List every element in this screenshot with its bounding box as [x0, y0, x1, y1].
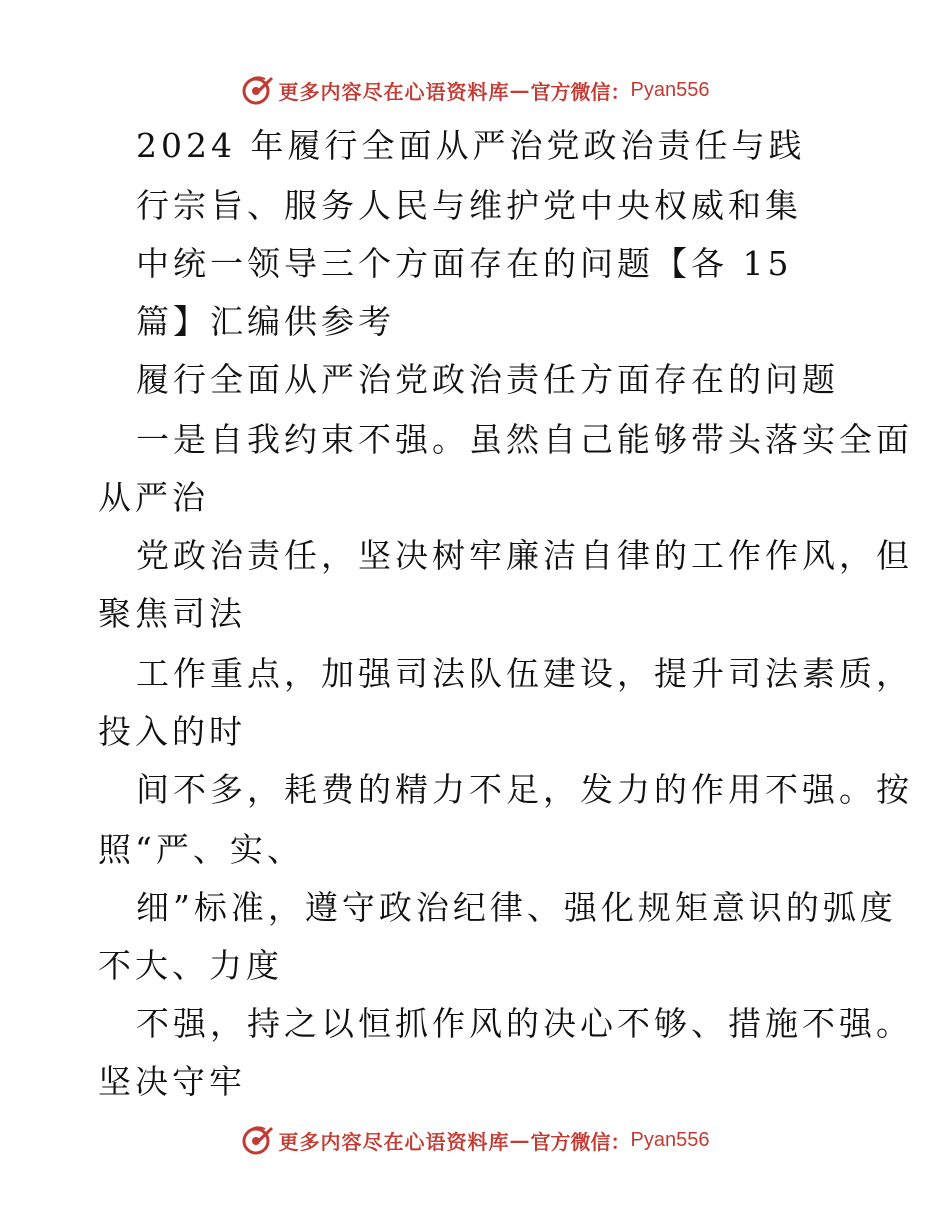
paragraph-line: 聚焦司法	[98, 594, 246, 633]
title-line-4: 篇】汇编供参考	[136, 302, 395, 341]
header-watermark-banner	[0, 70, 950, 110]
paragraph-line: 间不多，耗费的精力不足，发力的作用不强。按	[136, 770, 913, 809]
banner-wechat-label: 官方微信：	[530, 79, 631, 104]
paragraph-line: 党政治责任，坚决树牢廉洁自律的工作作风，但	[136, 536, 913, 575]
pen-logo-icon	[241, 73, 275, 107]
banner-brand-text: 更多内容尽在心语资料库	[278, 1129, 510, 1154]
paragraph-line: 照“严、实、	[98, 830, 304, 869]
banner-wechat-id: Pyan556	[630, 1128, 710, 1151]
title-line-1: 2024 年履行全面从严治党政治责任与践	[136, 126, 806, 165]
paragraph-line: 细”标准，遵守政治纪律、强化规矩意识的弧度	[136, 888, 897, 927]
paragraph-line: 从严治	[98, 478, 209, 517]
pen-logo-icon	[241, 1123, 275, 1157]
section-heading: 履行全面从严治党政治责任方面存在的问题	[136, 360, 839, 399]
banner-dash: —	[509, 1128, 531, 1152]
paragraph-line: 不大、力度	[98, 946, 283, 985]
banner-brand-text: 更多内容尽在心语资料库	[278, 79, 510, 104]
paragraph-line: 工作重点，加强司法队伍建设，提升司法素质，	[136, 654, 913, 693]
paragraph-line: 不强，持之以恒抓作风的决心不够、措施不强。	[136, 1004, 913, 1043]
paragraph-line: 一是自我约束不强。虽然自己能够带头落实全面	[136, 420, 913, 459]
paragraph-line: 坚决守牢	[98, 1062, 246, 1101]
banner-wechat-id: Pyan556	[630, 78, 710, 101]
banner-wechat-label: 官方微信：	[530, 1129, 631, 1154]
paragraph-line: 投入的时	[98, 712, 246, 751]
footer-watermark-banner	[0, 1120, 950, 1160]
banner-dash: —	[509, 78, 531, 102]
title-line-3: 中统一领导三个方面存在的问题【各 15	[136, 244, 793, 283]
title-line-2: 行宗旨、服务人民与维护党中央权威和集	[136, 186, 802, 225]
